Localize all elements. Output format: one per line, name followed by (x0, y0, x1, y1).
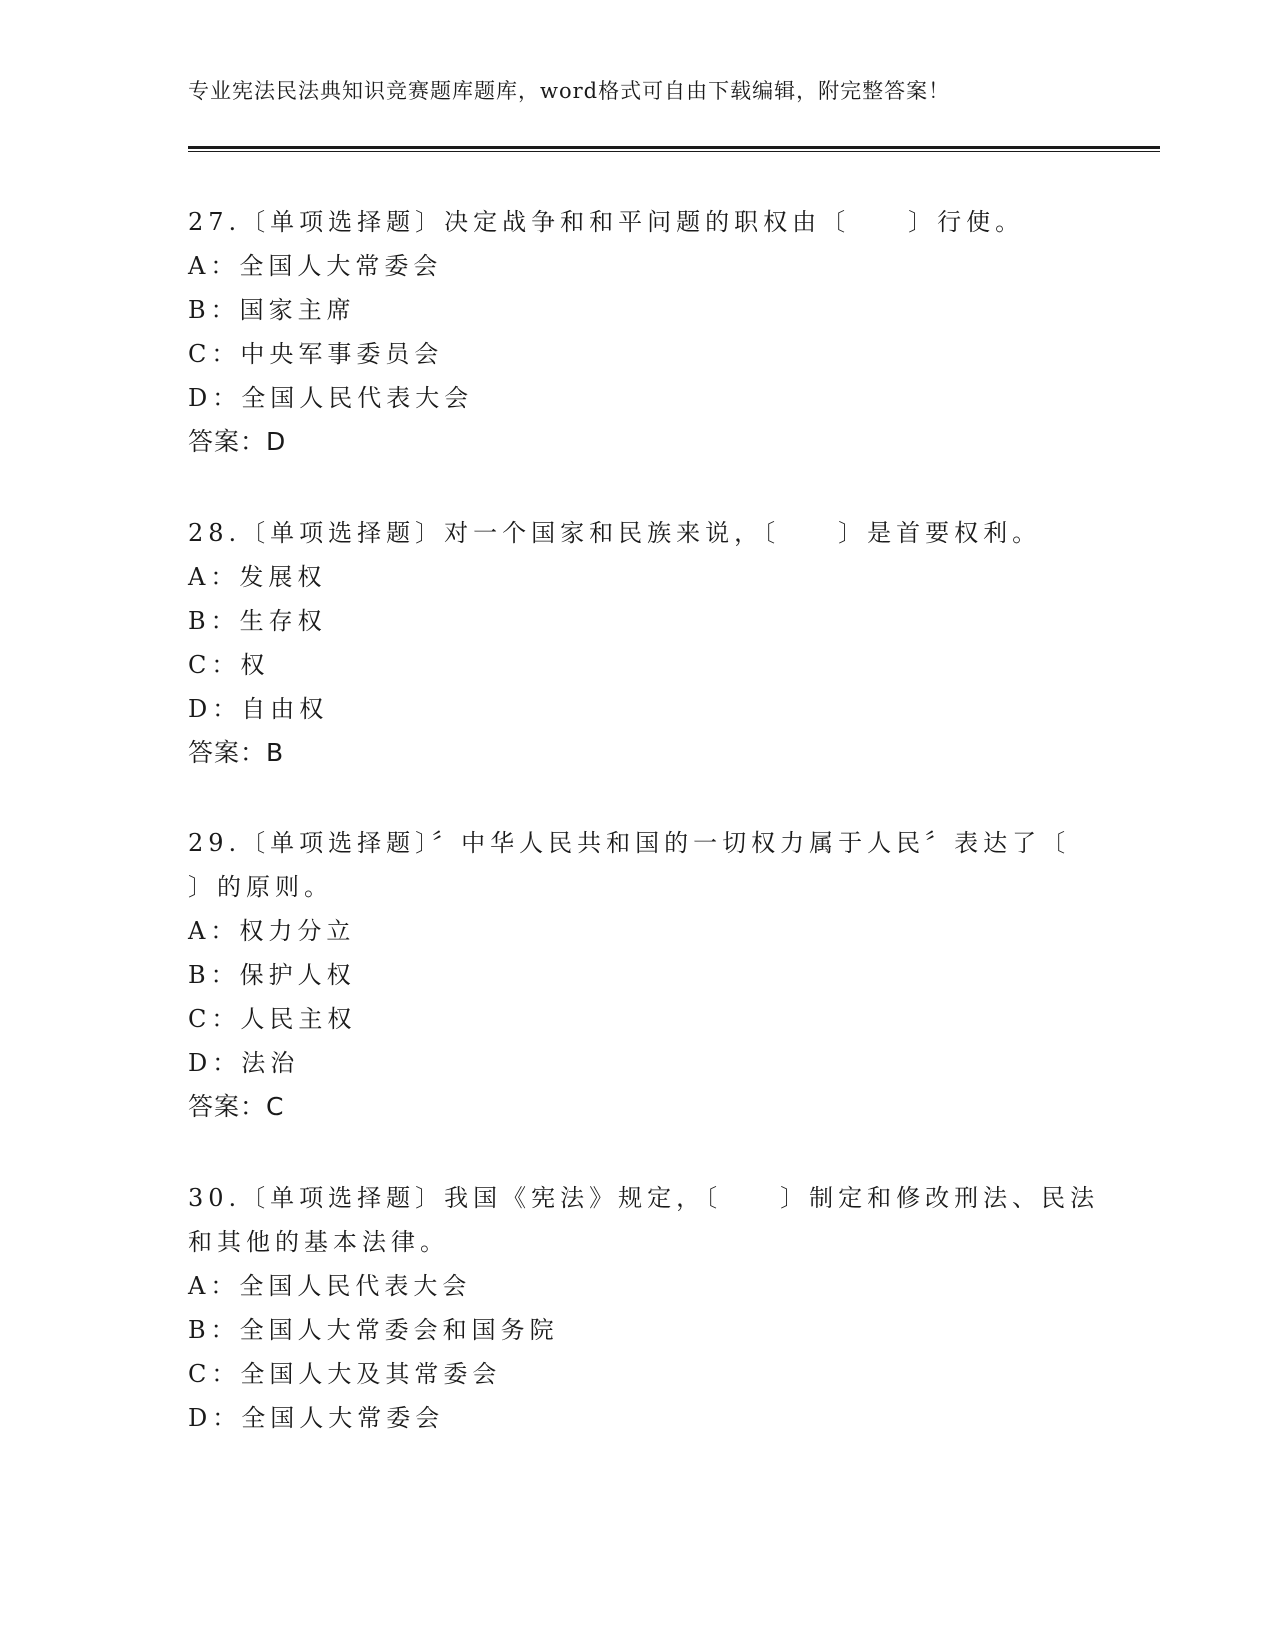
question-29-option-c: C：人民主权 (188, 1005, 357, 1033)
question-30-stem-line-2: 和其他的基本法律。 (188, 1228, 449, 1256)
question-30-stem-line-1: 30.〔单项选择题〕我国《宪法》规定，〔 〕制定和修改刑法、民法 (188, 1184, 1100, 1212)
header-rule-thin (188, 151, 1160, 152)
question-28-option-d: D：自由权 (188, 695, 329, 723)
question-30-option-d: D：全国人大常委会 (188, 1404, 445, 1432)
question-27-option-c: C：中央军事委员会 (188, 340, 444, 368)
question-27-stem: 27.〔单项选择题〕决定战争和和平问题的职权由〔 〕行使。 (188, 208, 1025, 236)
question-30-option-a: A：全国人民代表大会 (188, 1272, 472, 1300)
question-29-answer: 答案：C (188, 1092, 285, 1121)
question-27-option-d: D：全国人民代表大会 (188, 384, 474, 412)
question-29-option-b: B：保护人权 (188, 961, 356, 989)
question-27-option-a: A：全国人大常委会 (188, 252, 443, 280)
question-30-option-b: B：全国人大常委会和国务院 (188, 1316, 559, 1344)
question-28-answer: 答案：B (188, 738, 285, 767)
header-rule-thick (188, 146, 1160, 149)
question-29-stem-line-2: 〕的原则。 (188, 873, 333, 901)
question-27-option-b: B：国家主席 (188, 296, 356, 324)
question-30-option-c: C：全国人大及其常委会 (188, 1360, 502, 1388)
question-28-option-a: A：发展权 (188, 563, 327, 591)
question-28-option-c: C：权 (188, 651, 270, 679)
question-29-stem-line-1: 29.〔单项选择题〕〞中华人民共和国的一切权力属于人民〞表达了〔 (188, 829, 1071, 857)
question-29-option-d: D：法治 (188, 1049, 300, 1077)
question-28-option-b: B：生存权 (188, 607, 327, 635)
page-header: 专业宪法民法典知识竞赛题库题库，word格式可自由下载编辑，附完整答案！ (188, 79, 951, 103)
question-29-option-a: A：权力分立 (188, 917, 356, 945)
question-27-answer: 答案：D (188, 427, 287, 456)
question-28-stem: 28.〔单项选择题〕对一个国家和民族来说，〔 〕是首要权利。 (188, 519, 1042, 547)
